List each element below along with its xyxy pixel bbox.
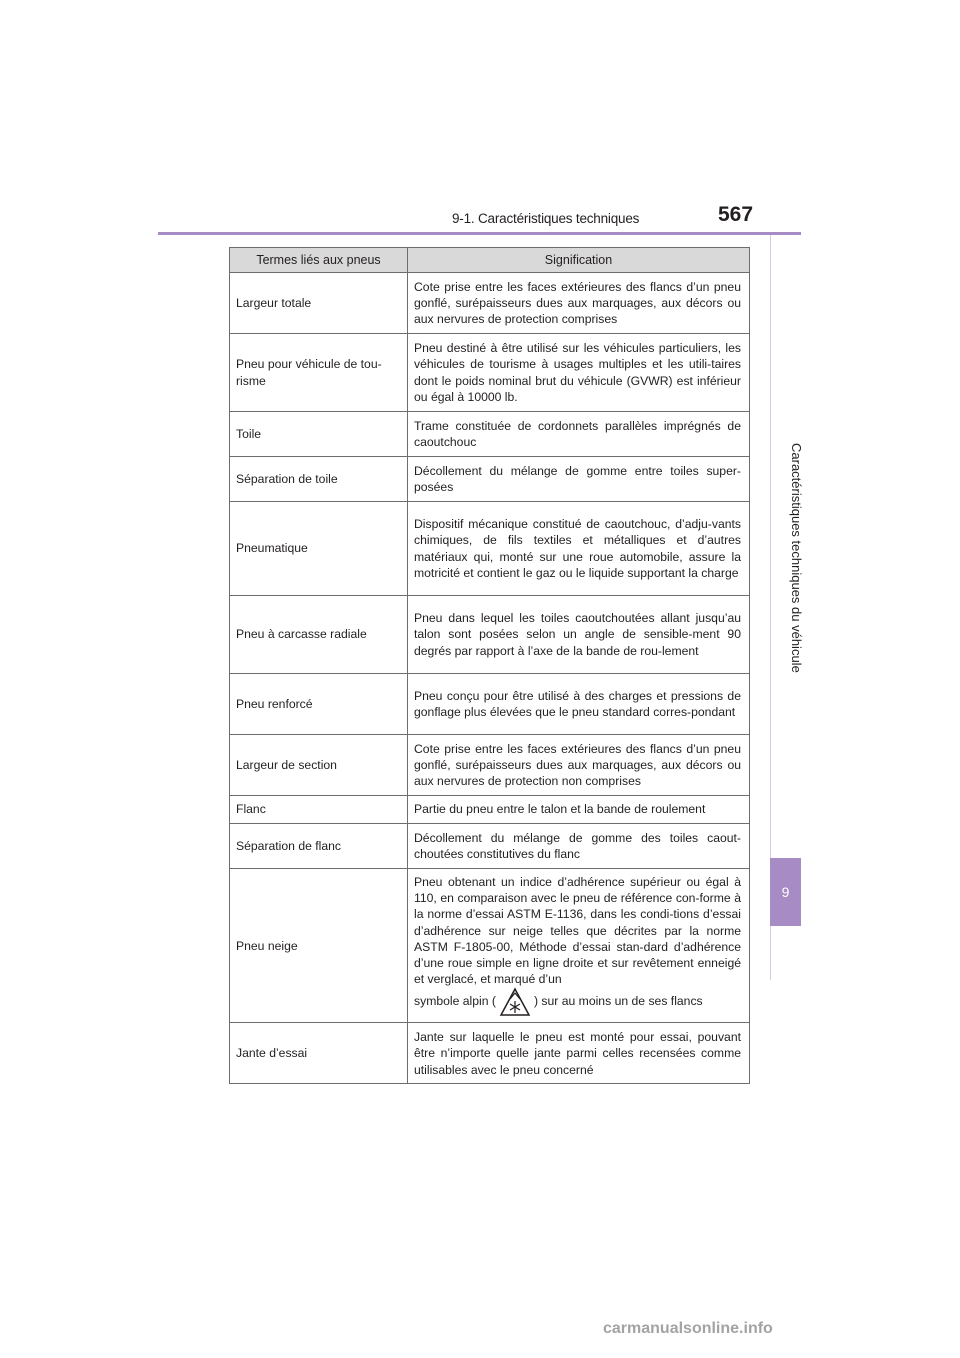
table-row xyxy=(230,674,750,735)
table-row xyxy=(230,502,750,596)
term-cell: Largeur de section xyxy=(230,735,408,796)
column-header-term: Termes liés aux pneus xyxy=(230,248,408,273)
term-cell: Jante d’essai xyxy=(230,1023,408,1084)
chapter-number: 9 xyxy=(781,884,790,900)
section-title: 9-1. Caractéristiques techniques xyxy=(452,211,640,226)
term-cell: Largeur totale xyxy=(230,273,408,334)
table-row xyxy=(230,412,750,457)
table-row xyxy=(230,596,750,674)
table-row xyxy=(230,869,750,1023)
table-row xyxy=(230,457,750,502)
table-row xyxy=(230,273,750,334)
chapter-side-label: Caractéristiques techniques du véhicule xyxy=(789,442,804,673)
definition-cell: Décollement du mélange de gomme entre toiles super-posées xyxy=(408,457,750,502)
definition-cell: Décollement du mélange de gomme des toiles caout-choutées constitutives du flanc xyxy=(408,824,750,869)
definition-cell: Trame constituée de cordonnets parallèles imprégnés de caoutchouc xyxy=(408,412,750,457)
site-watermark: carmanualsonline.info xyxy=(603,1320,773,1337)
definition-cell: Pneu conçu pour être utilisé à des charges et pressions de gonflage plus élevées que le pneu standard corres-pondant xyxy=(408,674,750,735)
table-row xyxy=(230,1023,750,1084)
header-divider xyxy=(158,232,801,235)
alpine-snowflake-icon xyxy=(499,987,531,1017)
table-row xyxy=(230,824,750,869)
table-row xyxy=(230,334,750,412)
chapter-tab[interactable] xyxy=(770,858,801,926)
definition-cell: Dispositif mécanique constitué de caoutchouc, d’adju-vants chimiques, de fils textiles et métalliques et d’autres matériaux qui, monté sur une roue automobile, assure la motricité et contient le gaz ou le liquide supportant la charge xyxy=(408,502,750,596)
definition-cell: Pneu destiné à être utilisé sur les véhicules particuliers, les véhicules de tourisme à usages multiples et les utili-taires dont le poids nominal brut du véhicule (GVWR) est inférieur ou égal à 10000 lb. xyxy=(408,334,750,412)
tire-terms-table xyxy=(229,247,750,1084)
term-cell: Toile xyxy=(230,412,408,457)
definition-cell: Partie du pneu entre le talon et la bande de roulement xyxy=(408,796,750,824)
definition-cell xyxy=(408,869,750,1023)
term-cell: Séparation de toile xyxy=(230,457,408,502)
term-cell: Flanc xyxy=(230,796,408,824)
term-cell: Pneu pour véhicule de tou-risme xyxy=(230,334,408,412)
table-row xyxy=(230,796,750,824)
column-header-meaning: Signification xyxy=(408,248,750,273)
page-number: 567 xyxy=(718,203,754,226)
definition-cell: Cote prise entre les faces extérieures des flancs d’un pneu gonflé, surépaisseurs dues aux marquages, aux décors ou aux nervures de protection comprises xyxy=(408,273,750,334)
definition-cell: Cote prise entre les faces extérieures des flancs d’un pneu gonflé, surépaisseurs dues aux marquages, aux décors ou aux nervures de protection non comprises xyxy=(408,735,750,796)
table-row xyxy=(230,735,750,796)
definition-cell: Pneu dans lequel les toiles caoutchoutées allant jusqu’au talon sont posées selon un angle de sensible-ment 90 degrés par rapport à l’axe de la bande de rou-lement xyxy=(408,596,750,674)
term-cell: Pneu renforcé xyxy=(230,674,408,735)
alpine-symbol-suffix: ) sur au moins un de ses flancs xyxy=(533,994,703,1009)
term-cell: Pneu à carcasse radiale xyxy=(230,596,408,674)
term-cell: Pneumatique xyxy=(230,502,408,596)
alpine-symbol-prefix: symbole alpin ( xyxy=(414,994,496,1009)
term-cell: Pneu neige xyxy=(230,869,408,1023)
table-header-row xyxy=(230,248,750,273)
term-cell: Séparation de flanc xyxy=(230,824,408,869)
definition-cell: Jante sur laquelle le pneu est monté pour essai, pouvant être n’importe quelle jante parmi celles recensées comme utilisables avec le pneu concerné xyxy=(408,1023,750,1084)
snow-tire-definition: Pneu obtenant un indice d’adhérence supérieur ou égal à 110, en comparaison avec le pneu de référence con-forme à la norme d’essai ASTM E-1136, dans les condi-tions d’essai d’adhérence sur neige telles que décrites par la norme ASTM F-1805-00, Méthode d’essai stan-dard d’adhérence d’une roue simple en ligne droite et sur revêtement enneigé et verglacé, et marqué d’un xyxy=(414,875,741,987)
